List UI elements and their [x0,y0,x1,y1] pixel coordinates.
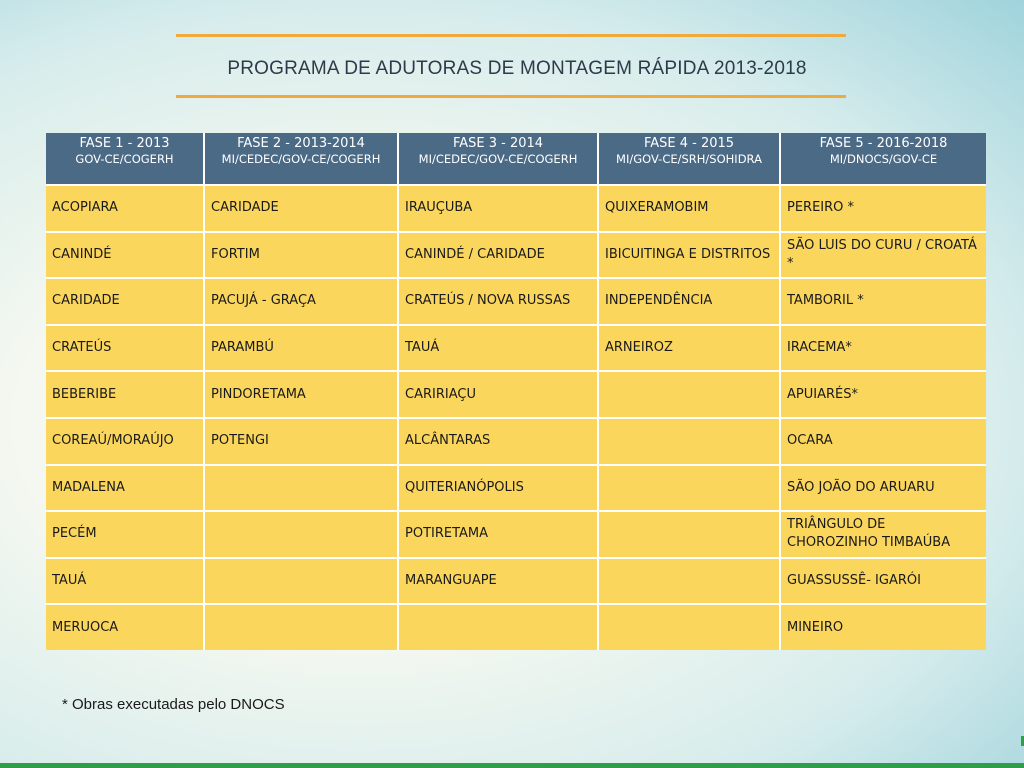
table-cell: IRAUÇUBA [398,185,598,232]
table-cell [598,465,780,512]
table-cell: IRACEMA* [780,325,986,372]
table-cell: CARIRIAÇU [398,371,598,418]
table-cell: CARIDADE [46,278,204,325]
table-cell: PACUJÁ - GRAÇA [204,278,398,325]
column-header-fase-1 [46,133,204,185]
table-cell: APUIARÉS* [780,371,986,418]
table-cell [398,604,598,650]
table-cell: ALCÂNTARAS [398,418,598,465]
column-header-fase-2 [204,133,398,185]
column-header-fase-4 [598,133,780,185]
table-cell [204,465,398,512]
table-row [46,371,986,418]
table-row [46,325,986,372]
table-row [46,185,986,232]
table-cell [204,604,398,650]
table-cell: MARANGUAPE [398,558,598,605]
table-cell [204,558,398,605]
table-cell: IBICUITINGA E DISTRITOS [598,232,780,279]
table-cell: ARNEIROZ [598,325,780,372]
table-cell: TAUÁ [398,325,598,372]
column-header-org: MI/DNOCS/GOV-CE [829,152,938,167]
column-header-org: GOV-CE/COGERH [75,152,174,167]
column-header-fase-3 [398,133,598,185]
program-table [46,133,986,650]
table-row [46,511,986,558]
column-header-phase: FASE 3 - 2014 [452,136,544,151]
table-cell: CRATEÚS / NOVA RUSSAS [398,278,598,325]
table-cell: PARAMBÚ [204,325,398,372]
table-row [46,465,986,512]
table-cell [598,418,780,465]
table-cell [598,371,780,418]
table-cell: PINDORETAMA [204,371,398,418]
table-cell: TRIÂNGULO DE CHOROZINHO TIMBAÚBA [780,511,986,558]
column-header-phase: FASE 2 - 2013-2014 [237,136,365,151]
table-cell: ACOPIARA [46,185,204,232]
column-header-org: MI/CEDEC/GOV-CE/COGERH [221,152,381,167]
footer-bar [0,763,1024,768]
table-cell: TAUÁ [46,558,204,605]
title-bottom-rule [176,95,846,98]
column-header-phase: FASE 4 - 2015 [643,136,735,151]
table-cell: INDEPENDÊNCIA [598,278,780,325]
table-cell: QUIXERAMOBIM [598,185,780,232]
table-cell: CRATEÚS [46,325,204,372]
column-header-org: MI/CEDEC/GOV-CE/COGERH [418,152,578,167]
table-header-row [46,133,986,185]
table-cell: CANINDÉ / CARIDADE [398,232,598,279]
table-cell: CARIDADE [204,185,398,232]
table-cell: MINEIRO [780,604,986,650]
table-cell: OCARA [780,418,986,465]
table-cell: POTENGI [204,418,398,465]
footnote: * Obras executadas pelo DNOCS [62,696,285,713]
table-cell: FORTIM [204,232,398,279]
table-row [46,558,986,605]
table-cell: GUASSUSSÊ- IGARÓI [780,558,986,605]
table-row [46,232,986,279]
table-cell: CANINDÉ [46,232,204,279]
column-header-phase: FASE 1 - 2013 [79,136,170,151]
title-top-rule [176,34,846,37]
column-header-org: MI/GOV-CE/SRH/SOHIDRA [616,152,762,167]
table-cell: QUITERIANÓPOLIS [398,465,598,512]
table-cell: MERUOCA [46,604,204,650]
table-cell: SÃO LUIS DO CURU / CROATÁ * [780,232,986,279]
table-cell [598,604,780,650]
table-cell: BEBERIBE [46,371,204,418]
table-cell [598,558,780,605]
column-header-phase: FASE 5 - 2016-2018 [819,136,948,151]
column-header-fase-5 [780,133,986,185]
table-cell: TAMBORIL * [780,278,986,325]
table-cell: COREAÚ/MORAÚJO [46,418,204,465]
table-row [46,278,986,325]
table-cell: PEREIRO * [780,185,986,232]
page-title: PROGRAMA DE ADUTORAS DE MONTAGEM RÁPIDA 2013-2018 [227,58,807,79]
table-cell: MADALENA [46,465,204,512]
table-cell: POTIRETAMA [398,511,598,558]
table-cell: PECÉM [46,511,204,558]
table-row [46,604,986,650]
table-cell: SÃO JOÃO DO ARUARU [780,465,986,512]
table-row [46,418,986,465]
table-cell [204,511,398,558]
table-cell [598,511,780,558]
